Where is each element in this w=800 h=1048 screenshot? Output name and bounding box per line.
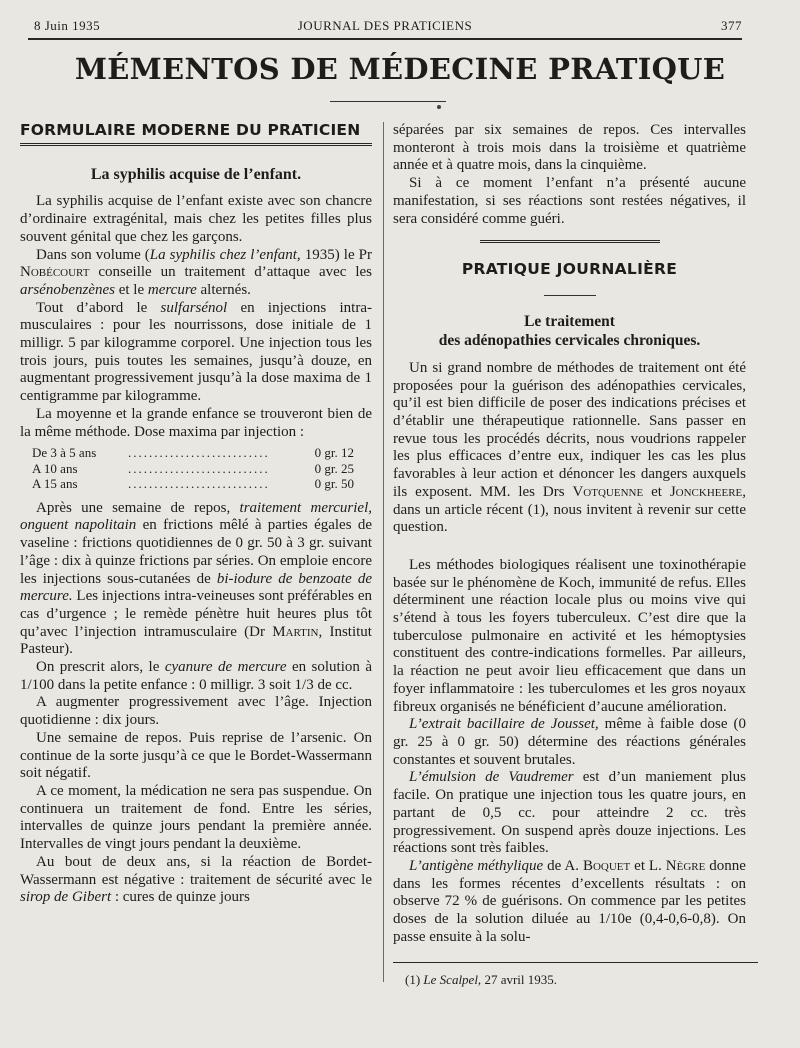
text-run: en frictions mêlé à parties égales de vaseline : frictions quotidiennes de 0 gr. 50 à 3 gr. suivant l’âge : dix à quinze frictions par séries. On emploie encore les injections sous-cutanées de bbox=[20, 517, 373, 587]
issue-date: 8 Juin 1935 bbox=[34, 18, 101, 33]
text-run: et bbox=[643, 483, 670, 500]
book-title: La syphilis chez l’enfant, bbox=[149, 246, 301, 263]
title-rule bbox=[330, 101, 446, 102]
dose-row bbox=[32, 461, 372, 477]
paragraph bbox=[20, 300, 372, 406]
text-run: Les injections intra-veineuses sont préférables en cas d’urgence ; le remède pénètre huit heures plus tôt qu’avec l’injection intramusculaire (Dr bbox=[20, 588, 372, 640]
paragraph bbox=[20, 500, 372, 659]
article-title-line: des adénopathies cervicales chroniques. bbox=[438, 331, 701, 349]
footnote-number: (1) bbox=[405, 972, 424, 987]
author-name: Boquet bbox=[582, 857, 631, 874]
text-run: , Institut Pasteur). bbox=[20, 623, 372, 658]
text-run: Un si grand nombre de méthodes de traitement ont été proposées pour la guérison des adénopathies cervicales, qu’il est bien difficile de poser des indications précises et d’établir une thérapeutique rationnelle. Sans passer en revue tous les procédés décrits, nous voudrions rappeler les plus efficaces d’entre eux, indiquer les cas les plus favorables à leur action et dénoncer les dangers auxquels ils exposent. MM. les Drs bbox=[393, 359, 746, 500]
dose-value: 0 gr. 50 bbox=[314, 476, 354, 492]
text-run: Au bout de deux ans, si la réaction de Bordet-Wassermann est négative : traitement de sécurité avec le bbox=[20, 853, 372, 888]
dose-age: De 3 à 5 ans bbox=[32, 445, 97, 461]
treatment-name: L’extrait bacillaire de Jousset, bbox=[409, 716, 599, 733]
paragraph bbox=[393, 858, 746, 947]
paragraph: A ce moment, la médication ne sera pas suspendue. On continuera un traitement de fond. Entre les séries, intervalles de quinze jours pendant la première année. Intervalles de vingt jours pendant la deuxième. bbox=[20, 783, 372, 853]
section-title-formulaire: FORMULAIRE MODERNE DU PRATICIEN bbox=[20, 122, 372, 146]
text-run: On prescrit alors, le bbox=[36, 659, 165, 676]
page-number: 377 bbox=[721, 18, 742, 33]
text-run: Dans son volume ( bbox=[36, 246, 150, 263]
text-run: et L. bbox=[630, 857, 666, 874]
dose-row bbox=[32, 445, 372, 461]
column-separator bbox=[383, 122, 384, 982]
paragraph bbox=[393, 360, 746, 537]
treatment-name: traitement mercuriel, onguent napolitain bbox=[20, 499, 372, 534]
page-title: MÉMENTOS DE MÉDECINE PRATIQUE bbox=[74, 52, 726, 86]
dose-row bbox=[32, 476, 372, 492]
paragraph: La syphilis acquise de l’enfant existe avec son chancre d’ordinaire extragénital, mais chez les petites filles plus souvent génital que chez les garçons. bbox=[20, 193, 372, 245]
paragraph: La moyenne et la grande enfance se trouveront bien de la même méthode. Dose maxima par injection : bbox=[20, 405, 372, 440]
text-run: en solution à 1/100 dans la petite enfance : 0 milligr. 3 soit 1/3 de cc. bbox=[20, 659, 372, 693]
paragraph bbox=[393, 716, 746, 769]
spacer bbox=[393, 537, 746, 557]
text-run: Après une semaine de repos, bbox=[36, 499, 240, 516]
dose-value: 0 gr. 12 bbox=[314, 445, 354, 461]
footnote bbox=[393, 962, 758, 988]
text-run: même à faible dose (0 gr. 25 à 0 gr. 50) détermine des réactions générales constantes et souvent brutales. bbox=[393, 716, 746, 768]
journal-name: JOURNAL DES PRATICIENS bbox=[297, 18, 473, 33]
dose-table bbox=[32, 445, 372, 492]
author-name: Martin bbox=[272, 623, 319, 640]
footnote-date: 27 avril 1935. bbox=[481, 972, 558, 987]
text-run: en injections intra-musculaires : pour les nourrissons, dose initiale de 1 milligr. 5 par kilogramme corporel. Une injection tous les trois jours, puis toutes les semaines, jusqu’à douze, en augmentant progressivement jusqu’à la dose maxima de 1 centigramme par kilogramme. bbox=[20, 299, 372, 405]
text-run: : cures de quinze jours bbox=[111, 889, 250, 906]
text-run: est d’un maniement plus facile. On pratique une injection tous les quatre jours, en partant de 0,5 cc. pour atteindre 2 cc. très progressivement. On suspend après douze injections. Les réactions sont très faibles. bbox=[393, 769, 746, 857]
leader-dots: ........................... bbox=[128, 476, 270, 492]
text-run: alternés. bbox=[196, 281, 251, 298]
text-run: conseille un traitement d’attaque avec les bbox=[89, 264, 372, 281]
text-run: 1935) le Pr bbox=[300, 246, 372, 263]
drug-name: mercure bbox=[147, 281, 197, 298]
author-name: Nègre bbox=[665, 857, 706, 874]
paragraph bbox=[20, 854, 372, 907]
article-title-syphilis: La syphilis acquise de l’enfant. bbox=[90, 165, 302, 183]
text-run: donne dans les formes récentes d’excellents résultats : on observe 72 % de guérisons. On commence par les petites doses de la solution diluée au 1/10e (0,4-0,6-0,8). On passe ensuite à la solu- bbox=[393, 857, 746, 945]
paragraph bbox=[20, 659, 372, 694]
author-name: Nobécourt bbox=[20, 264, 90, 281]
dose-age: A 15 ans bbox=[32, 476, 78, 492]
right-column bbox=[393, 122, 746, 946]
author-name: Jonckheere bbox=[669, 483, 743, 500]
footnote-source: Le Scalpel, bbox=[423, 972, 482, 987]
paragraph: Si à ce moment l’enfant n’a présenté aucune manifestation, si ses réactions sont restées négatives, il sera considéré comme guéri. bbox=[393, 175, 746, 227]
drug-name: sulfarsénol bbox=[160, 299, 228, 316]
paragraph bbox=[393, 769, 746, 858]
running-header bbox=[28, 16, 742, 38]
text-run: , dans un article récent (1), nous invitent à revenir sur cette question. bbox=[393, 483, 747, 536]
text-run: Tout d’abord le bbox=[36, 299, 161, 316]
drug-name: arsénobenzènes bbox=[20, 281, 115, 298]
treatment-name: L’émulsion de Vaudremer bbox=[409, 769, 574, 786]
drug-name: cyanure de mercure bbox=[164, 659, 287, 676]
author-name: Votquenne bbox=[572, 483, 644, 500]
paragraph: Une semaine de repos. Puis reprise de l’arsenic. On continue de la sorte jusqu’à ce que le Bordet-Wassermann soit négatif. bbox=[20, 729, 372, 782]
text-run: de A. bbox=[543, 857, 583, 874]
treatment-name: L’antigène méthylique bbox=[409, 857, 544, 874]
leader-dots: ........................... bbox=[128, 460, 270, 476]
paragraph: Les méthodes biologiques réalisent une toxinothérapie basée sur le phénomène de Koch, immunité de refus. Elles déterminent une réaction locale plus ou moins vive qui s’étend à tous les foyers tuberculeux. C’est dire que la tuberculose pulmonaire en activité et les hémoptysies constituent des contre-indications formelles. Par ailleurs, la réaction ne peut avoir lieu efficacement que dans un foyer inflammatoire : les tuberculomes et les gros noyaux fibreux organisés ne bénéficient d’aucune amélioration. bbox=[393, 556, 746, 715]
header-rule bbox=[28, 38, 742, 40]
treatment-name: bi-iodure de benzoate de mercure. bbox=[20, 570, 373, 605]
paragraph: séparées par six semaines de repos. Ces intervalles monteront à trois mois dans la troisième et quatrième année et à quatre mois, dans la cinquième. bbox=[393, 122, 746, 174]
section-divider bbox=[480, 240, 660, 243]
left-column bbox=[20, 122, 372, 907]
section-title-pratique: PRATIQUE JOURNALIÈRE bbox=[461, 260, 678, 279]
text-run: et le bbox=[114, 281, 148, 298]
dose-value: 0 gr. 25 bbox=[314, 460, 354, 476]
leader-dots: ........................... bbox=[128, 445, 270, 461]
drug-name: sirop de Gibert bbox=[20, 889, 112, 906]
paragraph bbox=[20, 247, 372, 300]
article-title-adenopathies bbox=[393, 312, 746, 350]
dose-age: A 10 ans bbox=[32, 460, 78, 476]
article-title-line: Le traitement bbox=[524, 312, 615, 330]
title-ornament bbox=[437, 105, 441, 109]
title-rule bbox=[544, 295, 596, 296]
paragraph: A augmenter progressivement avec l’âge. Injection quotidienne : dix jours. bbox=[20, 694, 372, 729]
